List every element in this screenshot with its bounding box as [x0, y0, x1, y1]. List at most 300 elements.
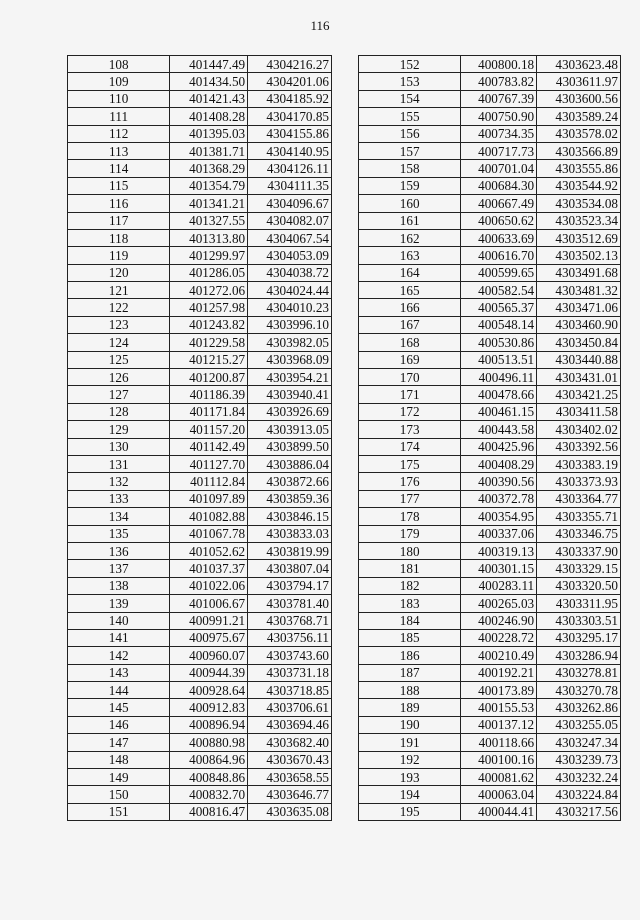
x-coordinate-cell: 400667.49 — [461, 195, 537, 212]
table-row — [359, 421, 621, 438]
table-row — [359, 229, 621, 246]
point-number-cell: 129 — [68, 421, 170, 438]
y-coordinate-cell: 4304201.06 — [248, 73, 332, 90]
point-number-cell: 132 — [68, 473, 170, 490]
y-coordinate-cell: 4303232.24 — [537, 769, 621, 786]
table-row — [68, 125, 332, 142]
x-coordinate-cell: 401186.39 — [170, 386, 248, 403]
table-row — [68, 699, 332, 716]
x-coordinate-cell: 400192.21 — [461, 664, 537, 681]
point-number-cell: 153 — [359, 73, 461, 90]
table-row — [68, 716, 332, 733]
table-row — [359, 769, 621, 786]
y-coordinate-cell: 4304140.95 — [248, 142, 332, 159]
y-coordinate-cell: 4304038.72 — [248, 264, 332, 281]
point-number-cell: 134 — [68, 508, 170, 525]
y-coordinate-cell: 4304096.67 — [248, 195, 332, 212]
point-number-cell: 177 — [359, 490, 461, 507]
y-coordinate-cell: 4303450.84 — [537, 334, 621, 351]
x-coordinate-cell: 400944.39 — [170, 664, 248, 681]
point-number-cell: 164 — [359, 264, 461, 281]
x-coordinate-cell: 400372.78 — [461, 490, 537, 507]
y-coordinate-cell: 4303512.69 — [537, 229, 621, 246]
table-row — [68, 542, 332, 559]
point-number-cell: 142 — [68, 647, 170, 664]
point-number-cell: 138 — [68, 577, 170, 594]
x-coordinate-cell: 400337.06 — [461, 525, 537, 542]
y-coordinate-cell: 4304155.86 — [248, 125, 332, 142]
table-row — [359, 751, 621, 768]
table-row — [68, 595, 332, 612]
point-number-cell: 167 — [359, 316, 461, 333]
x-coordinate-cell: 401157.20 — [170, 421, 248, 438]
point-number-cell: 150 — [68, 786, 170, 803]
x-coordinate-cell: 401127.70 — [170, 455, 248, 472]
table-row — [359, 160, 621, 177]
point-number-cell: 140 — [68, 612, 170, 629]
x-coordinate-cell: 400616.70 — [461, 247, 537, 264]
x-coordinate-cell: 401067.78 — [170, 525, 248, 542]
y-coordinate-cell: 4303320.50 — [537, 577, 621, 594]
y-coordinate-cell: 4303502.13 — [537, 247, 621, 264]
y-coordinate-cell: 4303471.06 — [537, 299, 621, 316]
x-coordinate-cell: 400565.37 — [461, 299, 537, 316]
y-coordinate-cell: 4303286.94 — [537, 647, 621, 664]
x-coordinate-cell: 400975.67 — [170, 629, 248, 646]
x-coordinate-cell: 401368.29 — [170, 160, 248, 177]
x-coordinate-cell: 400478.66 — [461, 386, 537, 403]
y-coordinate-cell: 4303566.89 — [537, 142, 621, 159]
x-coordinate-cell: 400832.70 — [170, 786, 248, 803]
x-coordinate-cell: 400734.35 — [461, 125, 537, 142]
table-row — [359, 542, 621, 559]
y-coordinate-cell: 4303278.81 — [537, 664, 621, 681]
table-row — [68, 386, 332, 403]
x-coordinate-cell: 400100.16 — [461, 751, 537, 768]
x-coordinate-cell: 401171.84 — [170, 403, 248, 420]
x-coordinate-cell: 401395.03 — [170, 125, 248, 142]
y-coordinate-cell: 4303262.86 — [537, 699, 621, 716]
y-coordinate-cell: 4303743.60 — [248, 647, 332, 664]
x-coordinate-cell: 400548.14 — [461, 316, 537, 333]
point-number-cell: 182 — [359, 577, 461, 594]
y-coordinate-cell: 4303718.85 — [248, 682, 332, 699]
y-coordinate-cell: 4303460.90 — [537, 316, 621, 333]
x-coordinate-cell: 400599.65 — [461, 264, 537, 281]
point-number-cell: 149 — [68, 769, 170, 786]
y-coordinate-cell: 4303329.15 — [537, 560, 621, 577]
y-coordinate-cell: 4303523.34 — [537, 212, 621, 229]
table-row — [359, 125, 621, 142]
x-coordinate-cell: 400319.13 — [461, 542, 537, 559]
point-number-cell: 172 — [359, 403, 461, 420]
table-row — [68, 56, 332, 73]
y-coordinate-cell: 4304111.35 — [248, 177, 332, 194]
table-row — [359, 699, 621, 716]
y-coordinate-cell: 4303635.08 — [248, 803, 332, 820]
point-number-cell: 119 — [68, 247, 170, 264]
table-row — [359, 473, 621, 490]
y-coordinate-cell: 4303982.05 — [248, 334, 332, 351]
y-coordinate-cell: 4304067.54 — [248, 229, 332, 246]
point-number-cell: 130 — [68, 438, 170, 455]
point-number-cell: 141 — [68, 629, 170, 646]
x-coordinate-cell: 400265.03 — [461, 595, 537, 612]
table-row — [68, 473, 332, 490]
x-coordinate-cell: 401327.55 — [170, 212, 248, 229]
x-coordinate-cell: 400582.54 — [461, 282, 537, 299]
x-coordinate-cell: 400496.11 — [461, 369, 537, 386]
x-coordinate-cell: 401200.87 — [170, 369, 248, 386]
point-number-cell: 126 — [68, 369, 170, 386]
y-coordinate-cell: 4303247.34 — [537, 734, 621, 751]
x-coordinate-cell: 400783.82 — [461, 73, 537, 90]
point-number-cell: 176 — [359, 473, 461, 490]
x-coordinate-cell: 401447.49 — [170, 56, 248, 73]
x-coordinate-cell: 401052.62 — [170, 542, 248, 559]
table-row — [68, 369, 332, 386]
table-row — [359, 438, 621, 455]
y-coordinate-cell: 4303440.88 — [537, 351, 621, 368]
point-number-cell: 114 — [68, 160, 170, 177]
point-number-cell: 184 — [359, 612, 461, 629]
x-coordinate-cell: 401037.37 — [170, 560, 248, 577]
y-coordinate-cell: 4303431.01 — [537, 369, 621, 386]
table-row — [68, 264, 332, 281]
point-number-cell: 118 — [68, 229, 170, 246]
y-coordinate-cell: 4304010.23 — [248, 299, 332, 316]
x-coordinate-cell: 400928.64 — [170, 682, 248, 699]
y-coordinate-cell: 4303383.19 — [537, 455, 621, 472]
table-row — [359, 177, 621, 194]
table-row — [359, 90, 621, 107]
x-coordinate-cell: 400354.95 — [461, 508, 537, 525]
x-coordinate-cell: 400717.73 — [461, 142, 537, 159]
table-row — [359, 716, 621, 733]
x-coordinate-cell: 400425.96 — [461, 438, 537, 455]
y-coordinate-cell: 4303819.99 — [248, 542, 332, 559]
point-number-cell: 158 — [359, 160, 461, 177]
x-coordinate-cell: 401257.98 — [170, 299, 248, 316]
y-coordinate-cell: 4303611.97 — [537, 73, 621, 90]
table-row — [359, 490, 621, 507]
y-coordinate-cell: 4303346.75 — [537, 525, 621, 542]
x-coordinate-cell: 401112.84 — [170, 473, 248, 490]
x-coordinate-cell: 401341.21 — [170, 195, 248, 212]
y-coordinate-cell: 4303373.93 — [537, 473, 621, 490]
x-coordinate-cell: 400390.56 — [461, 473, 537, 490]
table-row — [359, 212, 621, 229]
y-coordinate-cell: 4303303.51 — [537, 612, 621, 629]
y-coordinate-cell: 4303255.05 — [537, 716, 621, 733]
y-coordinate-cell: 4303768.71 — [248, 612, 332, 629]
point-number-cell: 166 — [359, 299, 461, 316]
table-row — [359, 316, 621, 333]
point-number-cell: 191 — [359, 734, 461, 751]
point-number-cell: 170 — [359, 369, 461, 386]
table-row — [68, 299, 332, 316]
table-row — [68, 108, 332, 125]
table-row — [68, 734, 332, 751]
point-number-cell: 157 — [359, 142, 461, 159]
x-coordinate-cell: 400044.41 — [461, 803, 537, 820]
point-number-cell: 163 — [359, 247, 461, 264]
y-coordinate-cell: 4303872.66 — [248, 473, 332, 490]
table-row — [68, 212, 332, 229]
y-coordinate-cell: 4303899.50 — [248, 438, 332, 455]
point-number-cell: 183 — [359, 595, 461, 612]
y-coordinate-cell: 4303600.56 — [537, 90, 621, 107]
table-row — [359, 734, 621, 751]
x-coordinate-cell: 400513.51 — [461, 351, 537, 368]
x-coordinate-cell: 401272.06 — [170, 282, 248, 299]
x-coordinate-cell: 400301.15 — [461, 560, 537, 577]
table-row — [359, 351, 621, 368]
point-number-cell: 144 — [68, 682, 170, 699]
point-number-cell: 194 — [359, 786, 461, 803]
y-coordinate-cell: 4303694.46 — [248, 716, 332, 733]
table-row — [68, 455, 332, 472]
x-coordinate-cell: 400137.12 — [461, 716, 537, 733]
y-coordinate-cell: 4303364.77 — [537, 490, 621, 507]
x-coordinate-cell: 401408.28 — [170, 108, 248, 125]
point-number-cell: 179 — [359, 525, 461, 542]
point-number-cell: 180 — [359, 542, 461, 559]
x-coordinate-cell: 400684.30 — [461, 177, 537, 194]
x-coordinate-cell: 400960.07 — [170, 647, 248, 664]
x-coordinate-cell: 400210.49 — [461, 647, 537, 664]
y-coordinate-cell: 4303731.18 — [248, 664, 332, 681]
point-number-cell: 136 — [68, 542, 170, 559]
table-row — [68, 508, 332, 525]
point-number-cell: 173 — [359, 421, 461, 438]
y-coordinate-cell: 4303886.04 — [248, 455, 332, 472]
point-number-cell: 171 — [359, 386, 461, 403]
y-coordinate-cell: 4303217.56 — [537, 803, 621, 820]
y-coordinate-cell: 4303658.55 — [248, 769, 332, 786]
table-row — [359, 403, 621, 420]
y-coordinate-cell: 4303295.17 — [537, 629, 621, 646]
y-coordinate-cell: 4303646.77 — [248, 786, 332, 803]
point-number-cell: 152 — [359, 56, 461, 73]
y-coordinate-cell: 4303311.95 — [537, 595, 621, 612]
y-coordinate-cell: 4304216.27 — [248, 56, 332, 73]
x-coordinate-cell: 401286.05 — [170, 264, 248, 281]
table-row — [359, 508, 621, 525]
x-coordinate-cell: 400800.18 — [461, 56, 537, 73]
point-number-cell: 185 — [359, 629, 461, 646]
y-coordinate-cell: 4303996.10 — [248, 316, 332, 333]
point-number-cell: 108 — [68, 56, 170, 73]
table-row — [359, 577, 621, 594]
table-row — [68, 403, 332, 420]
table-row — [359, 108, 621, 125]
x-coordinate-cell: 400408.29 — [461, 455, 537, 472]
x-coordinate-cell: 400767.39 — [461, 90, 537, 107]
x-coordinate-cell: 400633.69 — [461, 229, 537, 246]
table-row — [359, 647, 621, 664]
point-number-cell: 192 — [359, 751, 461, 768]
table-row — [68, 247, 332, 264]
point-number-cell: 123 — [68, 316, 170, 333]
point-number-cell: 188 — [359, 682, 461, 699]
table-row — [68, 160, 332, 177]
table-row — [68, 751, 332, 768]
table-row — [68, 490, 332, 507]
y-coordinate-cell: 4304024.44 — [248, 282, 332, 299]
table-row — [359, 612, 621, 629]
x-coordinate-cell: 401381.71 — [170, 142, 248, 159]
x-coordinate-cell: 401434.50 — [170, 73, 248, 90]
x-coordinate-cell: 401313.80 — [170, 229, 248, 246]
point-number-cell: 174 — [359, 438, 461, 455]
y-coordinate-cell: 4304126.11 — [248, 160, 332, 177]
page-number: 116 — [310, 18, 330, 33]
table-row — [359, 299, 621, 316]
x-coordinate-cell: 400816.47 — [170, 803, 248, 820]
point-number-cell: 127 — [68, 386, 170, 403]
point-number-cell: 162 — [359, 229, 461, 246]
table-row — [68, 682, 332, 699]
table-row — [68, 438, 332, 455]
x-coordinate-cell: 400461.15 — [461, 403, 537, 420]
x-coordinate-cell: 401022.06 — [170, 577, 248, 594]
point-number-cell: 124 — [68, 334, 170, 351]
table-row — [359, 664, 621, 681]
point-number-cell: 190 — [359, 716, 461, 733]
y-coordinate-cell: 4303491.68 — [537, 264, 621, 281]
table-row — [359, 629, 621, 646]
x-coordinate-cell: 401354.79 — [170, 177, 248, 194]
y-coordinate-cell: 4304053.09 — [248, 247, 332, 264]
y-coordinate-cell: 4303913.05 — [248, 421, 332, 438]
y-coordinate-cell: 4303670.43 — [248, 751, 332, 768]
table-row — [359, 195, 621, 212]
y-coordinate-cell: 4303578.02 — [537, 125, 621, 142]
x-coordinate-cell: 400864.96 — [170, 751, 248, 768]
y-coordinate-cell: 4303392.56 — [537, 438, 621, 455]
point-number-cell: 161 — [359, 212, 461, 229]
table-row — [359, 334, 621, 351]
y-coordinate-cell: 4303968.09 — [248, 351, 332, 368]
x-coordinate-cell: 401082.88 — [170, 508, 248, 525]
table-row — [68, 664, 332, 681]
point-number-cell: 193 — [359, 769, 461, 786]
x-coordinate-cell: 400283.11 — [461, 577, 537, 594]
table-row — [359, 142, 621, 159]
y-coordinate-cell: 4303706.61 — [248, 699, 332, 716]
table-row — [359, 282, 621, 299]
table-row — [359, 247, 621, 264]
point-number-cell: 116 — [68, 195, 170, 212]
point-number-cell: 195 — [359, 803, 461, 820]
table-row — [359, 682, 621, 699]
y-coordinate-cell: 4303534.08 — [537, 195, 621, 212]
table-row — [68, 421, 332, 438]
point-number-cell: 175 — [359, 455, 461, 472]
table-row — [68, 90, 332, 107]
y-coordinate-cell: 4303940.41 — [248, 386, 332, 403]
point-number-cell: 143 — [68, 664, 170, 681]
point-number-cell: 156 — [359, 125, 461, 142]
x-coordinate-cell: 400228.72 — [461, 629, 537, 646]
point-number-cell: 139 — [68, 595, 170, 612]
point-number-cell: 165 — [359, 282, 461, 299]
point-number-cell: 147 — [68, 734, 170, 751]
point-number-cell: 112 — [68, 125, 170, 142]
point-number-cell: 128 — [68, 403, 170, 420]
table-row — [359, 56, 621, 73]
y-coordinate-cell: 4303926.69 — [248, 403, 332, 420]
table-row — [68, 177, 332, 194]
table-row — [359, 369, 621, 386]
x-coordinate-cell: 401215.27 — [170, 351, 248, 368]
point-number-cell: 109 — [68, 73, 170, 90]
point-number-cell: 131 — [68, 455, 170, 472]
table-row — [359, 803, 621, 820]
table-row — [68, 769, 332, 786]
table-row — [359, 455, 621, 472]
point-number-cell: 122 — [68, 299, 170, 316]
x-coordinate-cell: 400880.98 — [170, 734, 248, 751]
table-row — [68, 612, 332, 629]
x-coordinate-cell: 401421.43 — [170, 90, 248, 107]
y-coordinate-cell: 4303355.71 — [537, 508, 621, 525]
point-number-cell: 159 — [359, 177, 461, 194]
x-coordinate-cell: 400701.04 — [461, 160, 537, 177]
point-number-cell: 113 — [68, 142, 170, 159]
y-coordinate-cell: 4304170.85 — [248, 108, 332, 125]
point-number-cell: 146 — [68, 716, 170, 733]
point-number-cell: 151 — [68, 803, 170, 820]
point-number-cell: 111 — [68, 108, 170, 125]
point-number-cell: 178 — [359, 508, 461, 525]
y-coordinate-cell: 4303337.90 — [537, 542, 621, 559]
table-row — [68, 803, 332, 820]
point-number-cell: 181 — [359, 560, 461, 577]
table-row — [68, 629, 332, 646]
point-number-cell: 133 — [68, 490, 170, 507]
table-row — [68, 73, 332, 90]
y-coordinate-cell: 4303239.73 — [537, 751, 621, 768]
x-coordinate-cell: 400991.21 — [170, 612, 248, 629]
point-number-cell: 125 — [68, 351, 170, 368]
point-number-cell: 148 — [68, 751, 170, 768]
y-coordinate-cell: 4304185.92 — [248, 90, 332, 107]
y-coordinate-cell: 4303781.40 — [248, 595, 332, 612]
x-coordinate-cell: 400912.83 — [170, 699, 248, 716]
x-coordinate-cell: 401299.97 — [170, 247, 248, 264]
y-coordinate-cell: 4303270.78 — [537, 682, 621, 699]
table-row — [68, 577, 332, 594]
coordinates-table-left — [67, 55, 332, 821]
x-coordinate-cell: 401006.67 — [170, 595, 248, 612]
x-coordinate-cell: 400246.90 — [461, 612, 537, 629]
y-coordinate-cell: 4303402.02 — [537, 421, 621, 438]
table-row — [68, 647, 332, 664]
point-number-cell: 155 — [359, 108, 461, 125]
table-row — [68, 142, 332, 159]
point-number-cell: 168 — [359, 334, 461, 351]
x-coordinate-cell: 400063.04 — [461, 786, 537, 803]
x-coordinate-cell: 401243.82 — [170, 316, 248, 333]
point-number-cell: 120 — [68, 264, 170, 281]
y-coordinate-cell: 4303555.86 — [537, 160, 621, 177]
x-coordinate-cell: 400155.53 — [461, 699, 537, 716]
table-row — [359, 386, 621, 403]
x-coordinate-cell: 400848.86 — [170, 769, 248, 786]
y-coordinate-cell: 4303411.58 — [537, 403, 621, 420]
